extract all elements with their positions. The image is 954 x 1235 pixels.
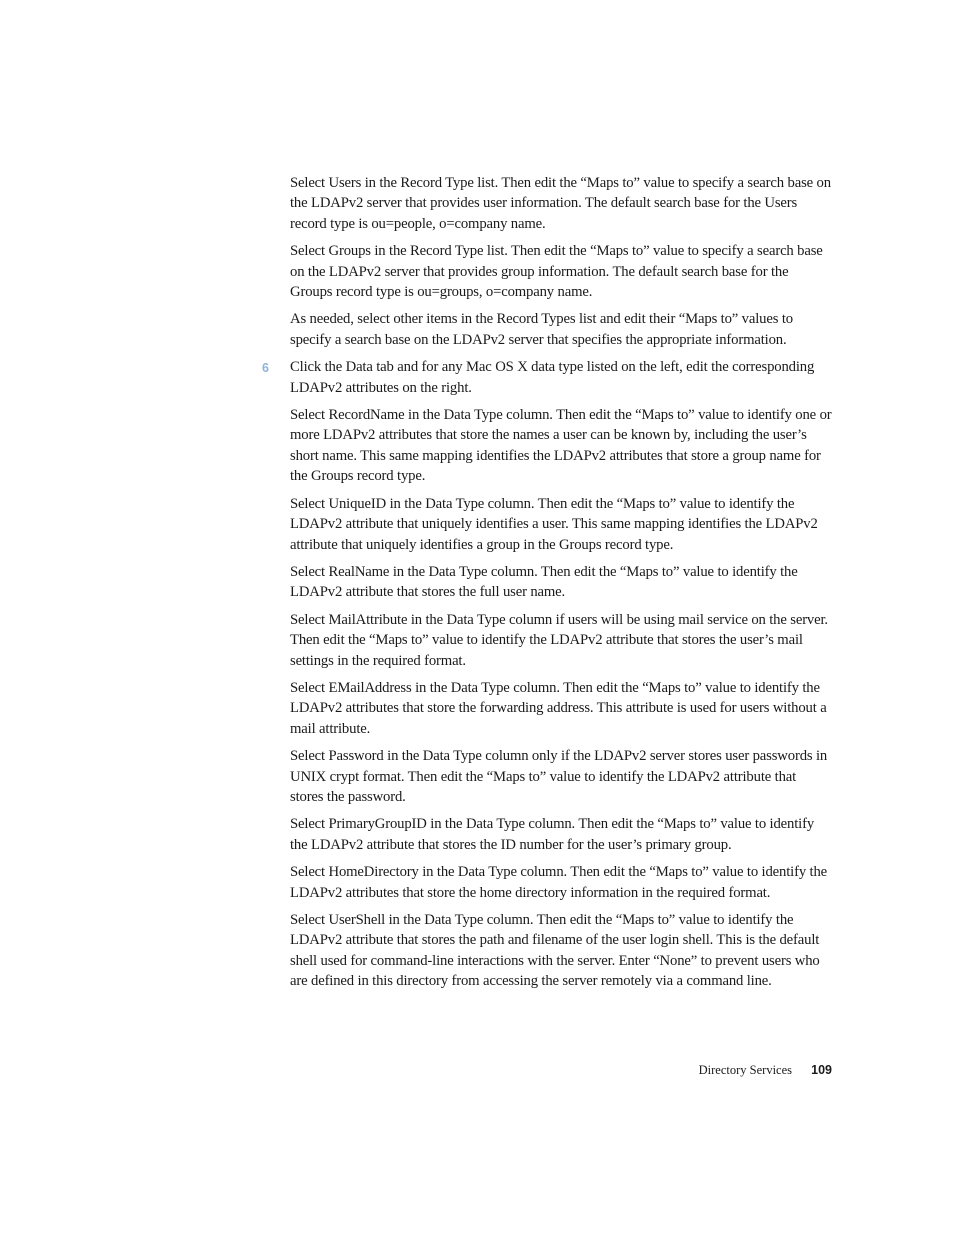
paragraph-primarygroupid: Select PrimaryGroupID in the Data Type column. Then edit the “Maps to” value to identify the LDAPv2 attribute that stores the ID number for the user’s primary group. [290,816,815,853]
paragraph-other-record-types: As needed, select other items in the Record Types list and edit their “Maps to” values to specify a search base on the LDAPv2 server that specifies the appropriate information. [290,311,793,348]
paragraph-mailattribute: Select MailAttribute in the Data Type column if users will be using mail service on the server. Then edit the “Maps to” value to identify the LDAPv2 attribute that stores the user’s mail settings in the required format. [290,611,828,669]
page-footer [699,1063,832,1078]
paragraph-usershell: Select UserShell in the Data Type column. Then edit the “Maps to” value to identify the LDAPv2 attribute that stores the path and filename of the user login shell. This is the default shell used for command-line interactions with the server. Enter “None” to prevent users who are defined in this directory from accessing the server remotely via a command line. [290,912,820,990]
paragraph-recordname: Select RecordName in the Data Type column. Then edit the “Maps to” value to identify one or more LDAPv2 attributes that store the names a user can be known by, including the user’s short name. This same mapping identifies the LDAPv2 attributes that store a group name for the Groups record type. [290,407,832,485]
step-number: 6 [262,361,269,376]
page-number: 109 [811,1063,832,1077]
page-content [262,173,832,999]
paragraph-groups-search-base: Select Groups in the Record Type list. Then edit the “Maps to” value to specify a search base on the LDAPv2 server that provides group information. The default search base for the Groups record type is ou=groups, o=company name. [290,243,823,301]
footer-section-title: Directory Services [698,1063,793,1077]
paragraph-users-search-base: Select Users in the Record Type list. Then edit the “Maps to” value to specify a search base on the LDAPv2 server that provides user information. The default search base for the Users record type is ou=people, o=company name. [290,175,831,232]
paragraph-homedirectory: Select HomeDirectory in the Data Type column. Then edit the “Maps to” value to identify the LDAPv2 attributes that store the home directory information in the required format. [290,864,828,901]
step-6 [262,357,832,398]
step-text: Click the Data tab and for any Mac OS X data type listed on the left, edit the corresponding LDAPv2 attributes on the right. [290,359,815,396]
paragraph-realname: Select RealName in the Data Type column. Then edit the “Maps to” value to identify the LDAPv2 attribute that stores the full user name. [290,563,798,601]
paragraph-uniqueid: Select UniqueID in the Data Type column. Then edit the “Maps to” value to identify the LDAPv2 attribute that uniquely identifies a user. This same mapping identifies the LDAPv2 attribute that uniquely identifies a group in the Groups record type. [290,495,818,553]
paragraph-emailaddress: Select EMailAddress in the Data Type column. Then edit the “Maps to” value to identify the LDAPv2 attributes that store the forwarding address. This attribute is used for users without a mail attribute. [290,679,827,737]
paragraph-password: Select Password in the Data Type column only if the LDAPv2 server stores user passwords in UNIX crypt format. Then edit the “Maps to” value to identify the LDAPv2 attribute that stores the password. [290,748,828,805]
